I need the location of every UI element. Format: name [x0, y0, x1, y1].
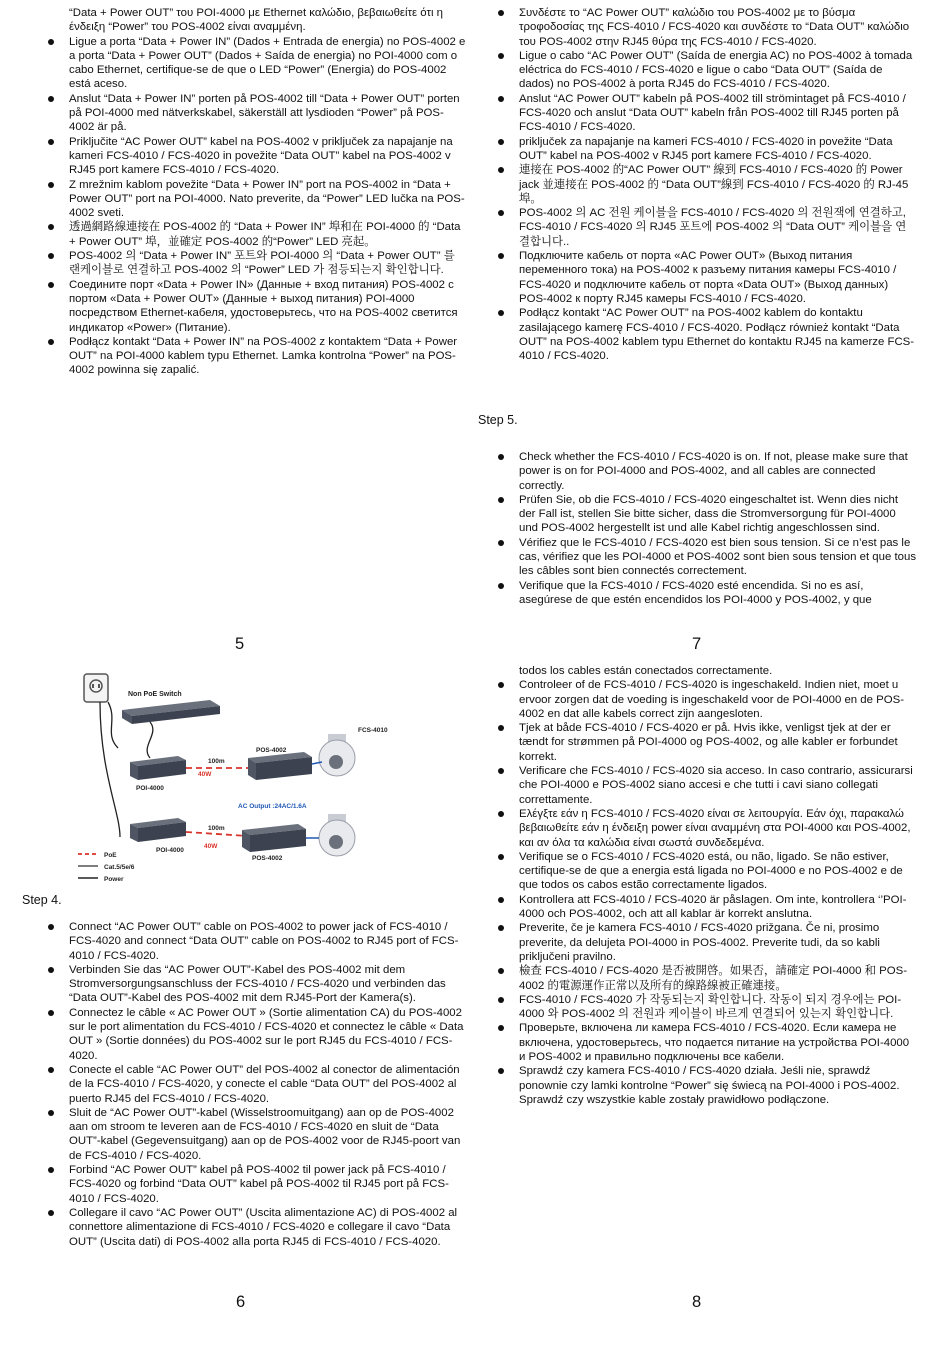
list-item: 透過網路線連接在 POS-4002 的 “Data + Power IN” 埠和在 POI-4000 的 “Data + Power OUT” 埠，並確定 POS-4002 的“Power” LED 亮起。	[48, 220, 468, 249]
list-item: Prüfen Sie, ob die FCS-4010 / FCS-4020 eingeschaltet ist. Wenn dies nicht der Fall ist, stellen Sie bitte sicher, dass die Stromversorgung für POI-4000 und POS-4002 hergestellt ist und alle Kabel richtig angeschlossen sind.	[498, 493, 916, 536]
distance-bottom-label: 100m	[208, 825, 225, 832]
list-item: Sluit de “AC Power OUT”-kabel (Wisselstroomuitgang) aan op de POS-4002 aan om stroom te leveren aan de FCS-4010 / FCS-4020 en sluit de “Data OUT”-kabel (Gegevensuitgang) aan op de POS-4002 voor de RJ45-poort van de FCS-4010 / FCS-4020.	[48, 1106, 468, 1163]
continued-paragraph: “Data + Power OUT” του POI-4000 με Ethernet καλώδιο, βεβαιωθείτε ότι η ένδειξη “Power” του POS-4002 είναι αναμμένη.	[69, 7, 443, 34]
list-item: Preverite, če je kamera FCS-4010 / FCS-4020 prižgana. Če ni, prosimo preverite, da delujeta POI-4000 in POS-4002. Preverite tudi, da so kabli priključeni pravilno.	[498, 921, 916, 964]
list-item: Controleer of de FCS-4010 / FCS-4020 is ingeschakeld. Indien niet, moet u ervoor zorgen dat de voeding is ingeschakeld voor de POI-4000 en de POS-4002 en dat alle kabels correct zijn aangesloten.	[498, 678, 916, 721]
list-item: Z mrežnim kablom povežite “Data + Power IN” port na POS-4002 in “Data + Power OUT” port na POI-4000. Nato preverite, da “Power” LED lučka na POS-4002 sveti.	[48, 178, 468, 221]
list-item: Podłącz kontakt “AC Power OUT” na POS-4002 kablem do kontaktu zasilającego kamerę FCS-4010 / FCS-4020. Podłącz również kontakt “Data OUT” na POS-4002 kablem typu Ethernet do kontaktu RJ45 na kamerze FCS-4010 / FCS-4020.	[498, 306, 916, 363]
switch-icon	[122, 700, 220, 724]
pos-top-label: POS-4002	[256, 747, 287, 754]
list-item: Check whether the FCS-4010 / FCS-4020 is on. If not, please make sure that power is on for POI-4000 and POS-4002, and all cables are connected correctly.	[498, 450, 916, 493]
instruction-list	[48, 920, 468, 1249]
wall-outlet-icon	[84, 674, 108, 702]
page-number-7: 7	[692, 635, 702, 653]
pos-bottom-label: POS-4002	[252, 855, 283, 862]
pos-bottom-device-icon	[242, 824, 306, 852]
list-item: Collegare il cavo “AC Power OUT” (Uscita alimentazione AC) di POS-4002 al connettore alimentazione di FCS-4010 / FCS-4020 e collegare il cavo “Data OUT” (Uscita dati) di POS-4002 alla porta RJ45 di FCS-4010 / FCS-4020.	[48, 1206, 468, 1249]
list-item: Kontrollera att FCS-4010 / FCS-4020 är påslagen. Om inte, kontrollera ‘’POI-4000 och POS-4002, och att all kablar är korrekt anslutna.	[498, 893, 916, 922]
ac-output-label: AC Output :24AC/1.6A	[238, 803, 307, 810]
list-item: FCS-4010 / FCS-4020 가 작동되는지 확인합니다. 작동이 되지 경우에는 POI-4000 와 POS-4002 의 전원과 케이블이 바르게 연결되어 있는지 확인합니다.	[498, 993, 916, 1022]
non-poe-switch-label: Non PoE Switch	[128, 691, 182, 698]
dome-camera-top-icon	[319, 734, 355, 776]
list-item: POS-4002 의 AC 전원 케이블을 FCS-4010 / FCS-4020 의 전원잭에 연결하고, FCS-4010 / FCS-4020 의 RJ45 포트에 POS-4002 의 “Data OUT” 케이블을 연결합니다..	[498, 206, 916, 249]
list-item: Ελέγξτε εάν η FCS-4010 / FCS-4020 είναι σε λειτουργία. Εάν όχι, παρακαλώ βεβαιωθείτε εάν η ένδειξη power είναι αναμμένη στα POI-4000 και POS-4002, και αν όλα τα καλώδια είναι σωστά συνδεδεμένα.	[498, 807, 916, 850]
instruction-list	[498, 450, 916, 607]
list-item: Anslut “AC Power OUT” kabeln på POS-4002 till strömintaget på FCS-4010 / FCS-4020 och anslut “Data OUT” kabeln från POS-4002 till RJ45 porten på FCS-4010 / FCS-4020.	[498, 92, 916, 135]
list-item: Forbind “AC Power OUT” kabel på POS-4002 til power jack på FCS-4010 / FCS-4020 og forbind “Data OUT” kabel på POS-4002 til RJ45 port på FCS-4010 / FCS-4020.	[48, 1163, 468, 1206]
legend-cat: Cat.5/5e/6	[104, 864, 135, 871]
list-item: Verbinden Sie das “AC Power OUT”-Kabel des POS-4002 mit dem Stromversorgungsanschluss der FCS-4010 / FCS-4020 und verbinden das “Data OUT”-Kabel des POS-4002 mit dem RJ45-Port der Kamera(s).	[48, 963, 468, 1006]
step-5-column	[498, 450, 916, 607]
list-item: Проверьте, включена ли камера FCS-4010 / FCS-4020. Если камера не включена, удостоверьтесь, что подается питание на устройства POI-4000 и POS-4002 и правильно подключены все кабели.	[498, 1021, 916, 1064]
list-item: Podłącz kontakt “Data + Power IN” na POS-4002 z kontaktem “Data + Power OUT” na POI-4000 kablem typu Ethernet. Lamka kontrolna “Power” na POS-4002 powinna się zapalić.	[48, 335, 468, 378]
step-4-label: Step 4.	[22, 893, 62, 907]
list-item: Подключите кабель от порта «AC Power OUT» (Выход питания переменного тока) на POS-4002 к разъему питания камеры FCS-4010 / FCS-4020 и подключите кабель от порта «Data OUT» (Выход данных) POS-4002 к порту RJ45 камеры FCS-4010 / FCS-4020.	[498, 249, 916, 306]
page-number-5: 5	[235, 635, 245, 653]
poi-top-device-icon	[130, 756, 186, 780]
list-item: Соедините порт «Data + Power IN» (Данные + вход питания) POS-4002 с портом «Data + Power OUT» (Данные + выход питания) POI-4000 посредством Ethernet-кабеля, удостоверьтесь, что на POS-4002 светится индикатор «Power» (Питание).	[48, 278, 468, 335]
page-8-column	[498, 664, 916, 1107]
poi-bottom-device-icon	[130, 818, 186, 842]
instruction-list	[48, 35, 468, 378]
list-item: Verificare che FCS-4010 / FCS-4020 sia acceso. In caso contrario, assicurarsi che POI-4000 e POS-4002 siano accesi e che tutti i cavi siano collegati correttamente.	[498, 764, 916, 807]
list-item: Connect “AC Power OUT” cable on POS-4002 to power jack of FCS-4010 / FCS-4020 and connect “Data OUT” cable on POS-4002 to RJ45 port of FCS-4010 / FCS-4020.	[48, 920, 468, 963]
page-5-column	[48, 6, 468, 378]
list-item: Priključite “AC Power OUT” kabel na POS-4002 v priključek za napajanje na kameri FCS-4010 / FCS-4020 in povežite “Data OUT” kabel na POS-4002 v RJ45 port kamere FCS-4010 / FCS-4020.	[48, 135, 468, 178]
dome-camera-bottom-icon	[319, 814, 355, 856]
list-item: Verifique se o FCS-4010 / FCS-4020 está, ou não, ligado. Se não estiver, certifique-se de que a energia está ligada no POI-4000 e no POS-4002 e de que todos os cabos estão correctamente ligados.	[498, 850, 916, 893]
list-item: priključek za napajanje na kameri FCS-4010 / FCS-4020 in povežite “Data OUT” kabel na POS-4002 v RJ45 port kamere FCS-4010 / FCS-4020.	[498, 135, 916, 164]
legend-poe: PoE	[104, 852, 117, 859]
list-item: Συνδέστε το “AC Power OUT” καλώδιο του POS-4002 με το βύσμα τροφοδοσίας της FCS-4010 / FCS-4020 και συνδέστε το “Data OUT” καλώδιο του POS-4002 στην RJ45 θύρα της FCS-4010 / FCS-4020.	[498, 6, 916, 49]
list-item: Verifique que la FCS-4010 / FCS-4020 esté encendida. Si no es así, asegúrese de que estén encendidos los POI-4000 y POS-4002, y que	[498, 579, 916, 608]
connection-diagram	[70, 662, 415, 887]
diagram-legend	[78, 852, 135, 883]
wattage-top-label: 40W	[198, 771, 212, 778]
list-item: 連接在 POS-4002 的“AC Power OUT” 線到 FCS-4010 / FCS-4020 的 Power jack 並連接在 POS-4002 的 “Data OUT”線到 FCS-4010 / FCS-4020 的 RJ-45 埠。	[498, 163, 916, 206]
poi-bottom-label: POI-4000	[156, 847, 184, 854]
list-item: POS-4002 의 “Data + Power IN” 포트와 POI-4000 의 “Data + Power OUT” 를 랜케이블로 연결하고 POS-4002 의 “Power” LED 가 점등되는지 확인합니다.	[48, 249, 468, 278]
list-item: Connectez le câble « AC Power OUT » (Sortie alimentation CA) du POS-4002 sur le port alimentation du FCS-4010 / FCS-4020 et connectez le câble « Data OUT » (Sortie données) du POS-4002 sur le port RJ45 du FCS-4010 / FCS-4020.	[48, 1006, 468, 1063]
fcs-label: FCS-4010	[358, 727, 388, 734]
instruction-list	[498, 6, 916, 363]
page-number-6: 6	[236, 1293, 246, 1311]
list-item: Conecte el cable “AC Power OUT” del POS-4002 al conector de alimentación de la FCS-4010 / FCS-4020, y conecte el cable “Data OUT” del POS-4002 al puerto RJ45 del FCS-4010 / FCS-4020.	[48, 1063, 468, 1106]
page-6-column	[48, 920, 468, 1249]
list-item: 檢查 FCS-4010 / FCS-4020 是否被開啓。如果否，請確定 POI-4000 和 POS-4002 的電源運作正常以及所有的線路線被正確連接。	[498, 964, 916, 993]
list-item: Sprawdź czy kamera FCS-4010 / FCS-4020 działa. Jeśli nie, sprawdź ponownie czy lamki kontrolne “Power” się świecą na POI-4000 i POS-4002. Sprawdź czy wszystkie kable zostały prawidłowo podłączone.	[498, 1064, 916, 1107]
list-item: Vérifiez que le FCS-4010 / FCS-4020 est bien sous tension. Si ce n’est pas le cas, vérifiez que les POI-4000 et POS-4002 sont bien sous tension et que tous les câbles sont bien connectés correctement.	[498, 536, 916, 579]
list-item: Anslut “Data + Power IN” porten på POS-4002 till “Data + Power OUT” porten på POI-4000 med nätverkskabel, säkerställ att lysdioden “Power” på POS-4002 är på.	[48, 92, 468, 135]
continued-paragraph: todos los cables están conectados correctamente.	[519, 665, 773, 677]
list-item: Ligue a porta “Data + Power IN” (Dados + Entrada de energia) no POS-4002 e a porta “Data + Power OUT” (Dados + Saída de energia) no POI-4000 com o cabo Ethernet, certifique-se de que o LED “Power” (Energia) do POS-4002 está aceso.	[48, 35, 468, 92]
list-item: Tjek at både FCS-4010 / FCS-4020 er på. Hvis ikke, venligst tjek at der er tændt for strømmen på POI-4000 og POS-4002, og alle kabler er forbundet korrekt.	[498, 721, 916, 764]
step-5-label: Step 5.	[478, 413, 518, 427]
list-item: Ligue o cabo “AC Power OUT” (Saída de energia AC) no POS-4002 à tomada eléctrica do FCS-4010 / FCS-4020 e ligue o cabo “Data OUT” (Saída de dados) no POS-4002 à porta RJ45 do FCS-4010 / FCS-4020.	[498, 49, 916, 92]
page-number-8: 8	[692, 1293, 702, 1311]
distance-top-label: 100m	[208, 758, 225, 765]
instruction-list	[498, 678, 916, 1107]
legend-power: Power	[104, 876, 124, 883]
wattage-bottom-label: 40W	[204, 843, 218, 850]
page-7-column	[498, 6, 916, 363]
poi-top-label: POI-4000	[136, 785, 164, 792]
pos-top-device-icon	[248, 752, 312, 780]
